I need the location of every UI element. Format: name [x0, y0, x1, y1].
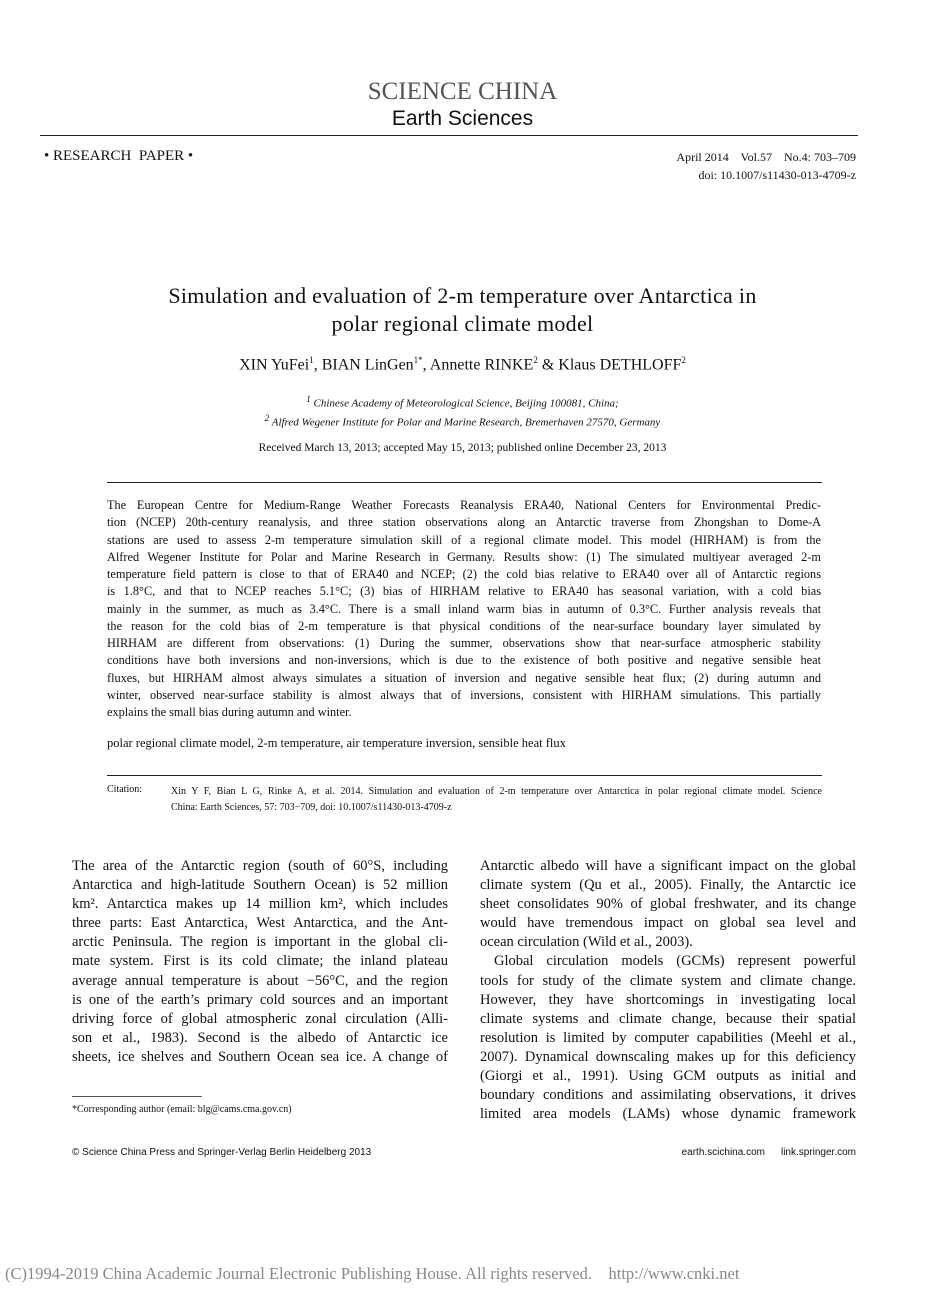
abstract-bottom-rule [107, 775, 822, 776]
affiliation-2 [0, 413, 925, 429]
issue-info: April 2014 Vol.57 No.4: 703–709 [676, 150, 856, 164]
text-line: average annual temperature is about −56°C, and the region [72, 972, 448, 989]
text-line: (Giorgi et al., 1991). Using GCM outputs as initial and [480, 1068, 856, 1085]
text-line: driving force of global atmospheric zonal circulation (Alli- [72, 1010, 448, 1027]
body-column-left [72, 857, 448, 1067]
text-line: Antarctic albedo will have a significant impact on the global [480, 858, 856, 874]
text-line: explains the small bias during autumn and winter. [107, 705, 352, 719]
text-line: Global circulation models (GCMs) represent powerful [494, 953, 856, 970]
text-line: the reason for the cold bias of 2-m temperature is that physical conditions of the near-surface boundary layer simulated by [107, 618, 821, 633]
author: , Annette RINKE [422, 356, 534, 374]
text-line: fluxes, but HIRHAM almost always simulates a situation of inversion and negative sensible heat flux; (2) during autumn and [107, 670, 821, 685]
title-line-1: Simulation and evaluation of 2-m temperature over Antarctica in [168, 283, 757, 308]
author-sup: 2 [681, 355, 686, 365]
text-line: climate systems and climate change, because their spatial [480, 1010, 856, 1027]
link-springer[interactable]: link.springer.com [780, 1147, 856, 1158]
text-line: is one of the earth’s primary cold sources and an important [72, 991, 448, 1008]
footnote: *Corresponding author (email: blg@cams.cma.gov.cn) [72, 1104, 292, 1115]
affil-sup: 2 [264, 413, 270, 423]
text-line: temperature field pattern is close to that of ERA40 and NCEP; (2) the cold bias relative to ERA40 over all of Antarctic regions [107, 567, 821, 581]
header-rule [40, 135, 858, 136]
text-line: son et al., 1983). Second is the albedo of Antarctic ice [72, 1029, 448, 1046]
author: , BIAN LinGen [313, 356, 414, 374]
footer-links [682, 1147, 856, 1158]
citation-label: Citation: [107, 784, 142, 795]
text-line: Alfred Wegener Institute for Polar and Marine Research in Germany. Results show: (1) The simulated multiyear averaged 2-m [107, 549, 821, 564]
watermark: (C)1994-2019 China Academic Journal Electronic Publishing House. All rights reserved. http://www.cnki.net [5, 1264, 740, 1283]
author: & Klaus DETHLOFF [537, 356, 682, 374]
author: XIN YuFei [239, 356, 310, 374]
affil-text: Alfred Wegener Institute for Polar and Marine Research, Bremerhaven 27570, Germany [269, 416, 661, 429]
text-line: ocean circulation (Wild et al., 2003). [480, 934, 693, 951]
authors [0, 355, 925, 374]
citation-text [171, 784, 822, 816]
keywords: polar regional climate model, 2-m temperature, air temperature inversion, sensible heat flux [107, 736, 566, 750]
title-line-2: polar regional climate model [331, 311, 594, 336]
text-line: sheets, ice shelves and Southern Ocean sea ice. A change of [72, 1048, 448, 1065]
text-line: winter, observed near-surface stability is almost always that of inversions, consistent with HIRHAM simulations. This partially [107, 687, 821, 702]
journal-subtitle: Earth Sciences [391, 107, 534, 130]
text-line: limited area models (LAMs) whose dynamic framework [480, 1106, 856, 1123]
author-sup: 1* [413, 355, 423, 365]
abstract-top-rule [107, 482, 822, 483]
affil-text: Chinese Academy of Meteorological Science, Beijing 100081, China; [310, 397, 619, 410]
author-sup: 2 [533, 355, 538, 365]
text-line: boundary conditions and assimilating observations, it drives [480, 1087, 856, 1104]
text-line: mainly in the summer, as much as 3.4°C. There is a small inland warm bias in autumn of 0.3°C. Further analysis reveals that [107, 601, 821, 616]
doi: doi: 10.1007/s11430-013-4709-z [698, 168, 856, 182]
text-line: arctic Peninsula. The region is important in the global cli- [72, 934, 448, 951]
text-line: The area of the Antarctic region (south of 60°S, including [72, 858, 448, 874]
body-column-right [480, 857, 856, 1124]
text-line: stations are used to assess 2-m temperature simulation skill of a regional climate model. This model (HIRHAM) is from the [107, 532, 821, 547]
text-line: However, they have shortcomings in investigating local [480, 991, 856, 1008]
text-line: HIRHAM are different from observations: (1) During the summer, observations show that near-surface atmospheric stability [107, 636, 821, 650]
text-line: tion (NCEP) 20th-century reanalysis, and three station observations along an Antarctic traverse from Zhongshan to Dome-A [107, 515, 821, 530]
dates: Received March 13, 2013; accepted May 15, 2013; published online December 23, 2013 [258, 442, 667, 454]
text-line: three parts: East Antarctica, West Antarctica, and the Ant- [72, 915, 448, 932]
text-line: 2007). Dynamical downscaling makes up for this deficiency [480, 1048, 856, 1065]
affil-sup: 1 [306, 394, 311, 404]
abstract [107, 497, 821, 721]
affiliation-1 [0, 394, 925, 410]
text-line: would have tremendous impact on global sea level and [480, 915, 856, 932]
journal-name: SCIENCE CHINA [367, 78, 558, 105]
copyright: © Science China Press and Springer-Verlag Berlin Heidelberg 2013 [72, 1147, 372, 1158]
text-line: The European Centre for Medium-Range Weather Forecasts Reanalysis ERA40, National Centers for Environmental Predic- [107, 498, 821, 512]
text-line: km². Antarctica makes up 14 million km², which includes [72, 896, 448, 913]
citation-line: China: Earth Sciences, 57: 703−709, doi: 10.1007/s11430-013-4709-z [171, 802, 452, 813]
link-scichina[interactable]: earth.scichina.com [681, 1147, 765, 1158]
author-sup: 1 [309, 355, 314, 365]
text-line: is 1.8°C, and that to NCEP reaches 5.1°C; (3) bias of HIRHAM relative to ERA40 has seasonal variation, with a cold bias [107, 584, 821, 599]
text-line: mate system. First is its cold climate; the inland plateau [72, 953, 448, 970]
citation-line: Xin Y F, Bian L G, Rinke A, et al. 2014. Simulation and evaluation of 2-m temperature over Antarctica in polar regional climate model. Science [171, 786, 822, 797]
text-line: resolution is limited by computer capabilities (Meehl et al., [480, 1029, 856, 1046]
footnote-rule [72, 1096, 202, 1097]
text-line: climate system (Qu et al., 2005). Finally, the Antarctic ice [480, 877, 856, 894]
text-line: tools for study of the climate system and climate change. [480, 972, 856, 989]
text-line: conditions have both inversions and non-inversions, which is due to the existence of both positive and negative sensible heat [107, 653, 821, 668]
text-line: sheet consolidates 90% of global freshwater, and its change [480, 896, 856, 913]
article-type: • RESEARCH PAPER • [44, 148, 194, 164]
text-line: Antarctica and high-latitude Southern Ocean) is 52 million [72, 877, 448, 894]
